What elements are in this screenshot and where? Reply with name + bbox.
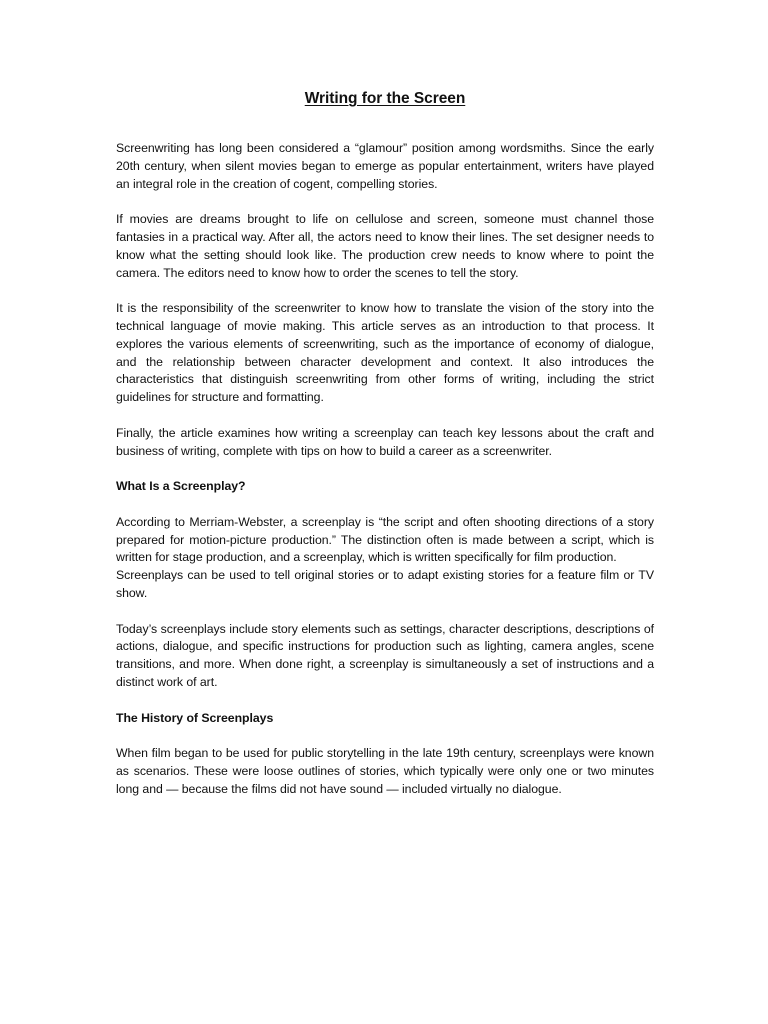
section1-paragraph-3: Today’s screenplays include story elements such as settings, character descriptions, descriptions of actions, dialogue, and specific instructions for production such as lighting, camera angles, scene transitions, and more. When done right, a screenplay is simultaneously a set of instructions and a distinct work of art. [116, 621, 654, 689]
section2-paragraph-1: When film began to be used for public storytelling in the late 19th century, screenplays were known as scenarios. These were loose outlines of stories, which typically were only one or two minutes long and — because the films did not have sound — included virtually no dialogue. [116, 746, 654, 796]
section1-paragraph-1: According to Merriam-Webster, a screenplay is “the script and often shooting directions of a story prepared for motion-picture production.” The distinction often is made between a script, which is written for stage production, and a screenplay, which is written specifically for film production. [116, 514, 654, 565]
intro-paragraph-3: It is the responsibility of the screenwriter to know how to translate the vision of the story into the technical language of movie making. This article serves as an introduction to that process. It explores the various elements of screenwriting, such as the importance of economy of dialogue, and the relationship between character development and context. It also introduces the characteristics that distinguish screenwriting from other forms of writing, including the strict guidelines for structure and formatting. [116, 301, 654, 405]
document-title: Writing for the Screen [304, 90, 466, 107]
intro-paragraph-1: Screenwriting has long been considered a “glamour” position among wordsmiths. Since the early 20th century, when silent movies began to emerge as popular entertainment, writers have played an integral role in the creation of cogent, compelling stories. [116, 141, 654, 191]
section-heading-what-is-screenplay: What Is a Screenplay? [116, 479, 246, 494]
section-heading-history: The History of Screenplays [116, 710, 274, 725]
intro-paragraph-4: Finally, the article examines how writing a screenplay can teach key lessons about the craft and business of writing, complete with tips on how to build a career as a screenwriter. [116, 425, 654, 458]
intro-paragraph-2: If movies are dreams brought to life on cellulose and screen, someone must channel those fantasies in a practical way. After all, the actors need to know their lines. The set designer needs to know what the setting should look like. The production crew needs to know where to point the camera. The editors need to know how to order the scenes to tell the story. [116, 212, 654, 280]
section1-paragraph-2: Screenplays can be used to tell original stories or to adapt existing stories for a feature film or TV show. [116, 568, 654, 600]
document-body [116, 88, 654, 816]
